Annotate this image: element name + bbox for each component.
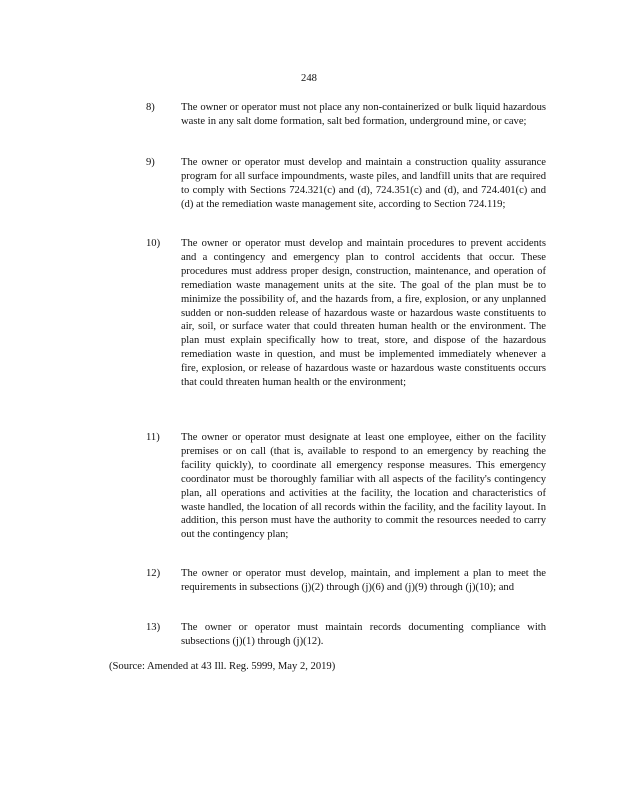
item-text: The owner or operator must develop and maintain a construction quality assurance program for all surface impoundments, waste piles, and landfill units that are required to comply with Sections 724.321(c) and (d), 724.351(c) and (d), and 724.401(c) and (d) at the remediation waste management site, according to Section 724.119; — [181, 157, 546, 210]
item-text: The owner or operator must designate at least one employee, either on the facility premises or on call (that is, available to respond to an emergency by reaching the facility quickly), to coordinate all emergency response measures. This emergency coordinator must be thoroughly familiar with all aspects of the facility's contingency plan, all operations and activities at the facility, the location and characteristics of waste handled, the location of all records within the facility, and the facility layout. In addition, this person must have the authority to commit the resources needed to carry out the contingency plan; — [181, 432, 546, 541]
item-number: 10) — [146, 238, 161, 249]
item-number: 12) — [146, 568, 161, 579]
item-text: The owner or operator must develop and maintain procedures to prevent accidents and a contingency and emergency plan to control accidents that occur. These procedures must address proper design, construction, maintenance, and operation of remediation waste management units at the site. The goal of the plan must be to minimize the possibility of, and the hazards from, a fire, explosion, or any unplanned sudden or non-sudden release of hazardous waste or hazardous waste constituents to air, soil, or surface water that could threaten human health or the environment. The plan must explain specifically how to treat, store, and dispose of the hazardous remediation waste in question, and must be implemented immediately whenever a fire, explosion, or release of hazardous waste or hazardous waste constituents occurs that could threaten human health or the environment; — [181, 238, 546, 389]
item-number: 9) — [146, 157, 155, 168]
item-text: The owner or operator must develop, maintain, and implement a plan to meet the requirements in subsections (j)(2) through (j)(6) and (j)(9) through (j)(10); and — [181, 568, 546, 593]
page-number: 248 — [301, 73, 317, 84]
item-number: 13) — [146, 622, 161, 633]
source-note: (Source: Amended at 43 Ill. Reg. 5999, May 2, 2019) — [109, 661, 336, 672]
item-text: The owner or operator must not place any non-containerized or bulk liquid hazardous waste in any salt dome formation, salt bed formation, underground mine, or cave; — [181, 102, 546, 127]
item-number: 11) — [146, 432, 160, 443]
item-number: 8) — [146, 102, 155, 113]
item-text: The owner or operator must maintain records documenting compliance with subsections (j)(1) through (j)(12). — [181, 622, 546, 647]
